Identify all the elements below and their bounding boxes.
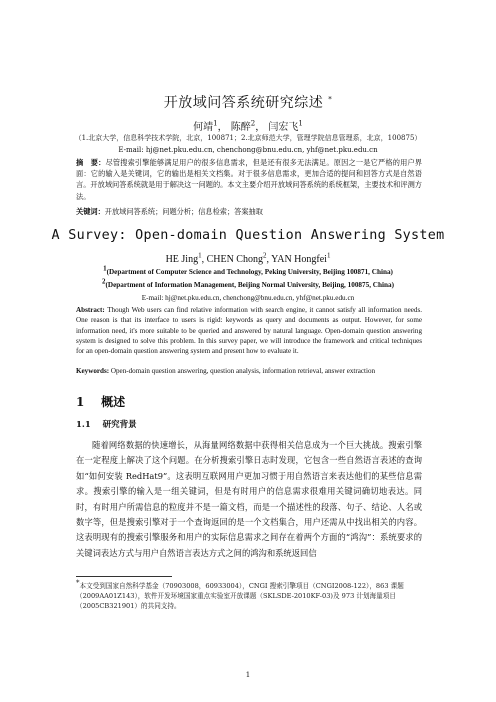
page-number: 1 [245, 671, 251, 679]
chinese-affiliation: （1.北京大学，信息科学技术学院，北京，100871；2.北京师范大学，管理学院信息管理系，北京，100875） [74, 134, 422, 142]
english-affiliation-2: 2(Department of Information Management, Beijing Normal University, Beijing, 100875, China) [102, 277, 394, 289]
keywords-text: 开放域问答系统；问题分析；信息检索；答案抽取 [104, 207, 263, 216]
english-title: A Survey: Open-domain Question Answering System [51, 228, 445, 243]
footnote [76, 578, 422, 612]
english-affiliation-1: 1(Department of Computer Science and Technology, Peking University, Beijing 100871, China) [103, 264, 393, 276]
english-abstract [76, 305, 422, 356]
abstract-label: 摘 要： [76, 158, 106, 167]
chinese-email: E-mail: hj@net.pku.edu.cn, chenchong@bnu.edu.cn, yhf@net.pku.edu.cn [118, 146, 378, 154]
chinese-title: 开放域问答系统研究综述 * [163, 95, 333, 111]
english-authors: HE Jing$^1$, CHEN Chong$^2$, YAN Hongfei$^1$ [165, 251, 331, 265]
author-name: 陈醉 [230, 122, 251, 133]
abstract-text: 尽管搜索引擎能够满足用户的很多信息需求，但是还有很多无法满足。原因之一是它严格的用户界面：它的输入是关键词，它的输出是相关文档集。对于很多信息需求，更加合适的提问和回答方式是自然语言。开放域问答系统就是用于解决这一问题的。本文主要介绍开放域问答系统的系统框架，主要技术和评测方法。 [76, 158, 422, 201]
author-name: YAN Hongfei [271, 254, 327, 265]
author-name: 何靖 [193, 122, 214, 133]
author-name: HE Jing [165, 254, 199, 265]
keywords-label: Keywords: [76, 367, 110, 375]
keywords-text: Open-domain question answering, question analysis, information retrieval, answer extraction [110, 367, 376, 375]
abstract-label: Abstract: [76, 306, 105, 314]
section-heading: 1 概述 [76, 395, 126, 409]
title-footnote-mark: * [328, 95, 333, 104]
author-name: CHEN Chong [206, 254, 263, 265]
subsection-heading: 1.1 研究背景 [76, 420, 137, 430]
english-email: E-mail: hj@net.pku.edu.cn, chenchong@bnu.edu.cn, yhf@net.pku.edu.cn [141, 294, 355, 302]
footnote-text: 本文受到国家自然科学基金（70903008，60933004），CNGI 搜索引擎项目（CNGI2008-122），863 课题（2009AA01Z143），软件开发环境国家重点实验室开放课题（SKLSDE-2010KF-03)及 973 计划海量项目（2005CB321901）的共同支持。 [76, 582, 404, 611]
abstract-text: Though Web users can find relative information with search engine, it cannot satisfy all information needs. One reason is that its interface to users is rigid: keywords as query and documents as output. However, for some information need, it's more suitable to be queried and answered by natural language. Open-domain question answering system is designed to solve this problem. In this survey paper, we will introduce the framework and critical techniques for an open-domain question answering system and present how to evaluate it. [76, 306, 422, 356]
chinese-keywords [76, 207, 422, 217]
author-name: 闫宏飞 [268, 122, 299, 133]
body-paragraph: 随着网络数据的快速增长，从海量网络数据中获得相关信息成为一个巨大挑战。搜索引擎在一定程度上解决了这个问题。在分析搜索引擎日志时发现，它包含一些自然语言表述的查询如“如何安装 RedHat9”。这表明互联网用户更加习惯于用自然语言来表达他们的某些信息需求。搜索引擎的输入是一组关键词，但是有时用户的信息需求很难用关键词确切地表达。同时，有时用户所需信息的粒度并不是一篇文档，而是一个描述性的段落、句子、结论、人名或数字等，但是搜索引擎对于一个查询返回的是一个文档集合，用户还需从中找出相关的内容。这表明现有的搜索引擎服务和用户的实际信息需求之间存在着两个方面的“鸿沟”：系统要求的关键词表达方式与用户自然语言表达方式之间的鸿沟和系统返回信 [76, 440, 422, 558]
chinese-abstract [76, 157, 422, 202]
footnote-rule [76, 576, 172, 577]
english-keywords [76, 367, 422, 375]
keywords-label: 关键词： [76, 207, 105, 216]
chinese-authors: 何靖$^1$， 陈醉$^2$， 闫宏飞$^1$ [193, 119, 303, 133]
footnote-mark: * [76, 578, 80, 587]
